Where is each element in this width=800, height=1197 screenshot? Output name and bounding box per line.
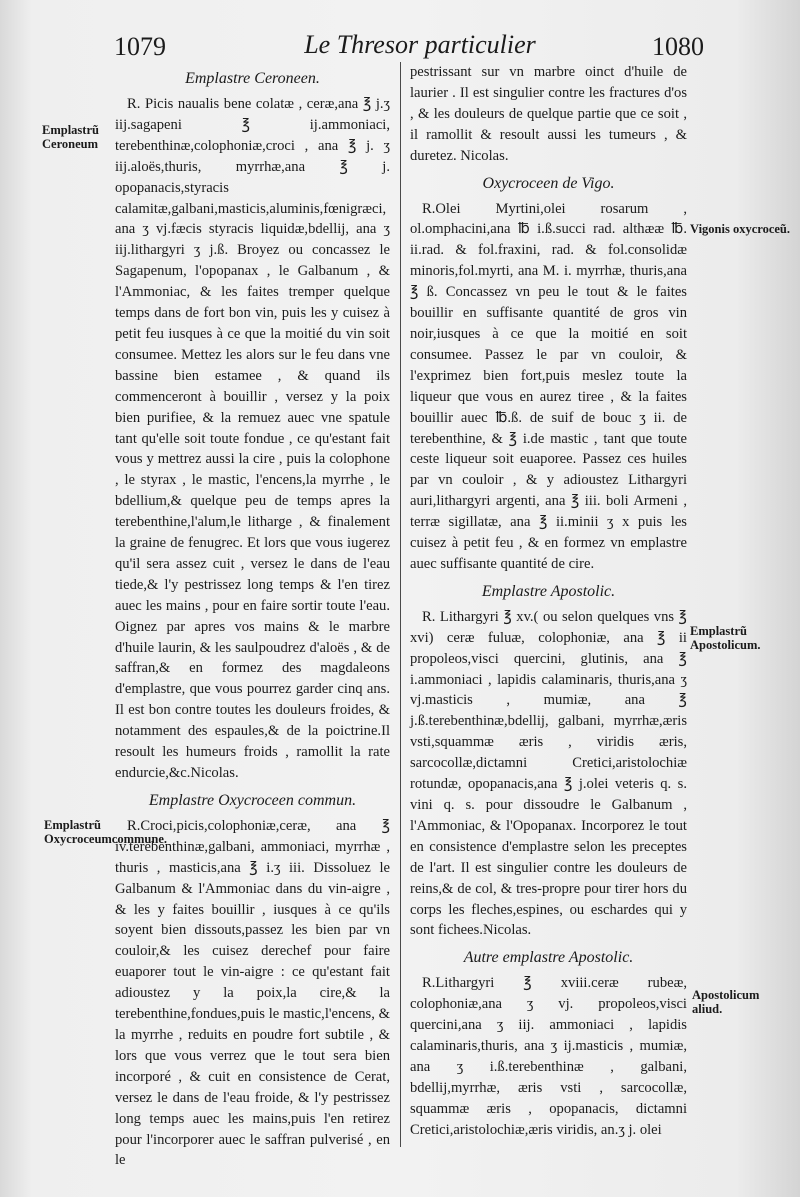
heading-autre-apostolic: Autre emplastre Apostolic. — [463, 949, 634, 967]
left-column — [115, 70, 390, 1171]
margin-note-oxycroceum: Emplastrũ Oxycroceumcommune. — [44, 818, 168, 846]
heading-oxycroceen-commun: Emplastre Oxycroceen commun. — [148, 791, 357, 809]
heading-ceroneen: Emplastre Ceroneen. — [185, 70, 320, 87]
margin-note-ceroneum: Emplastrũ Ceroneum — [42, 123, 99, 151]
recipe-continuation: pestrissant sur vn marbre oinct d'huile de laurier . Il est singulier contre les fractures d'os , & les douleurs de quelque partie que ce soit , il ramollit & resoult aussi les tumeurs , & duretez. Nicolas. — [410, 64, 687, 164]
column-divider — [400, 62, 401, 1147]
margin-note-vigonis: Vigonis oxycroceũ. — [690, 222, 790, 236]
recipe-oxycroceen-commun: R.Croci,picis,colophoniæ,ceræ, ana ℥ iv.terebenthinæ,galbani, ammoniaci, myrrhæ , thuris , masticis,ana ℥ i.ʒ iii. Dissoluez le Galbanum & l'Ammoniac dans du vin-aigre , & les y faites bouillir , iusques à ce qu'ils soyent bien dissouts,passez les bien par vn couloir,& les cuisez derechef pour faire euaporer tout le vin-aigre : ce qu'estant fait adioustez y la poix,la cire,& la terebenthine,fondues,puis le mastic,l'encens, & la myrrhe , reduits en poudre fort subtile , & lors que vous verrez que le tout sera bien incorporé , & cuit en consistence de Cerat, versez le dans de l'eau froide, & l'y pestrissez long temps auec les mains,puis l'en retirez pour l'incorporer auec le saffran pulverisé , en le — [115, 817, 390, 1169]
page-number-right: 1080 — [652, 32, 704, 61]
margin-note-apostolicum: Emplastrũ Apostolicum. — [690, 624, 761, 652]
heading-apostolic: Emplastre Apostolic. — [481, 582, 616, 600]
margin-note-apostolicum-aliud: Apostolicum aliud. — [692, 988, 760, 1016]
recipe-autre-apostolic: R.Lithargyri ℥ xviii.ceræ rubeæ, colophoniæ,ana ʒ vj. propoleos,visci quercini,ana ʒ iij. ammoniaci , lapidis calaminaris,thuris, ana ʒ ij.masticis , mumiæ, ana ʒ i.ß.terebenthinæ , galbani, bdellij,myrrhæ, æris vsti , sarcocollæ, squammæ æris , opopanacis, dictamni Cretici,aristolochiæ,æris viridis, an.ʒ j. olei — [410, 975, 687, 1138]
right-column — [410, 62, 687, 1141]
recipe-ceroneen: R. Picis naualis bene colatæ , ceræ,ana ℥ j.ʒ iij.sagapeni ℥ ij.ammoniaci, terebenthinæ,colophoniæ,croci , ana ℥ j. ʒ iij.aloës,thuris, myrrhæ,ana ℥ j. opopanacis,styracis calamitæ,galbani,masticis,aluminis,fœnigræci, ana ʒ vj.fæcis styracis liquidæ,bdellij, ana ʒ iij.lithargyri ʒ j.ß. Broyez ou concassez le Sagapenum, l'opopanax , le Galbanum , & l'Ammoniac, & les faites tremper quelque temps dans de fort bon vin, puis les y cuisez à petit feu iusques à ce que la moitié du vin soit consumee. Mettez les alors sur le feu dans vne bassine bien estamee , & quand ils commenceront à bouillir , versez y la poix bien purifiee, & la remuez auec vne spatule tant qu'elle soit toute fondue , ce qu'estant fait vous y mettrez aussi la cire , puis la colophone , le styrax , le mastic, l'encens,la myrrhe , le bdellium,& quelque peu de temps apres la terebenthine,l'alum,le litharge , & finalement la graine de fenugrec. Et lors que vous iugerez qu'il sera assez cuit , versez le dans de l'eau tiede,& l'y pestrissez long temps & l'en tirez auec les mains , pour en faire sortir toute l'eau. Oignez par apres vos mains & le marbre d'huile laurin, & les saulpoudrez d'aloës , & de saffran,& en formez des magdaleons d'emplastre, que vous pourrez garder cinq ans. Il est bon contre toutes les douleurs froides, & notamment des espaules,& de la poictrine.Il resoult les humeurs froids , ramollit la rate endurcie,&c.Nicolas. — [115, 96, 390, 781]
recipe-oxycroceen-vigo: R.Olei Myrtini,olei rosarum , ol.omphacini,ana ℔ i.ß.succi rad. althææ ℔. ii.rad. & fol.fraxini, rad. & fol.consolidæ minoris,fol.myrti, ana M. i. myrrhæ, thuris,ana ℥ ß. Concassez vn peu le tout & le faites bouillir en suffisante quantité de gros vin noir,iusques à ce que la moitié en soit consumee. Passez le par vn couloir, & l'exprimez bien fort,puis meslez toute la liqueur que vous en aurez tiree , & la faites bouillir auec ℔.ß. de suif de bouc ʒ ii. de terebenthine, & ℥ i.de mastic , tant que toute ceste liqueur soit euaporee. Passez ces huiles par vn couloir , & y adioustez Lithargyri auri,lithargyri argenti, ana ℥ iii. boli Armeni , terræ sigillatæ, ana ℥ ii.minii ʒ x puis les cuisez à petit feu , & en formez vn emplastre auec suffisante quantité de cire. — [410, 200, 687, 572]
heading-oxycroceen-vigo: Oxycroceen de Vigo. — [482, 174, 615, 192]
page-number-left: 1079 — [114, 32, 166, 61]
recipe-apostolic: R. Lithargyri ℥ xv.( ou selon quelques vns ℥ xvi) ceræ fuluæ, colophoniæ, ana ℥ ii propoleos,visci quercini, glutinis, ana ℥ i.ammoniaci , lapidis calaminaris, thuris,ana ʒ vj.masticis , mumiæ, ana ℥ j.ß.terebenthinæ,bdellij, galbani, myrrhæ,æris vsti,squammæ æris , viridis æris, sarcocollæ,dictamni Cretici,aristolochiæ rotundæ, opopanacis,ana ℥ j.olei veteris q. s. vini q. s. pour dissoudre le Galbanum , l'Ammoniac, & l'Opopanax. Incorporez le tout en consistence d'emplastre selon les preceptes de l'art. Il est singulier contre les douleurs de reins,& de col, & tres-propre pour tirer hors du corps les fleches,espines, ou eschardes qui y sont fichees.Nicolas. — [410, 608, 687, 939]
running-title: Le Thresor particulier — [304, 30, 536, 59]
